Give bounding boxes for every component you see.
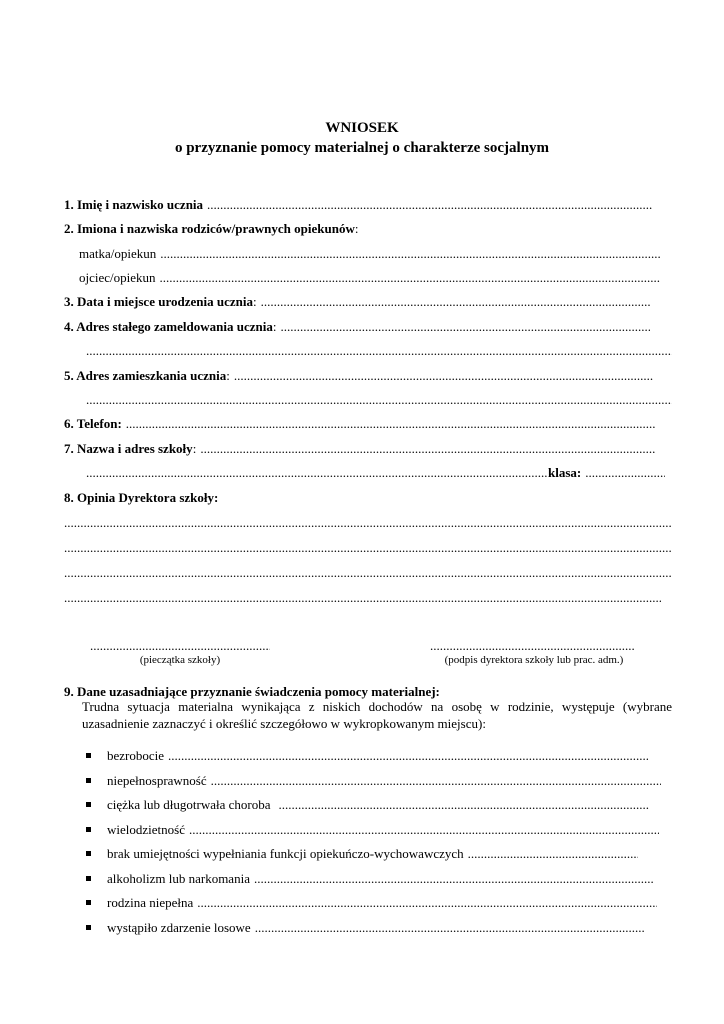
field-phone	[64, 415, 672, 433]
reason-label: bezrobocie	[107, 748, 165, 763]
field-father-input[interactable]	[160, 269, 660, 287]
reason-label: wielodzietność	[107, 822, 185, 837]
reason-item-illness	[107, 796, 670, 814]
bullet-marker	[86, 827, 91, 832]
bullet-marker	[86, 802, 91, 807]
reason-item-incomplete-family	[107, 894, 670, 912]
reason-input[interactable]	[168, 747, 648, 765]
opinion-line-4	[64, 589, 661, 607]
field-registered-address-input-2[interactable]	[86, 342, 672, 360]
field-school-label: 7. Nazwa i adres szkoły	[64, 441, 193, 456]
reason-input[interactable]	[211, 772, 661, 790]
opinion-line-1	[64, 514, 672, 532]
field-school-line2	[86, 464, 672, 482]
field-registered-address-label: 4. Adres stałego zameldowania ucznia	[64, 319, 273, 334]
bullet-marker	[86, 753, 91, 758]
reason-item-unemployment	[107, 747, 670, 765]
field-registered-address	[64, 318, 672, 336]
director-signature-input[interactable]	[430, 637, 635, 655]
reason-label: rodzina niepełna	[107, 895, 194, 910]
school-stamp-line	[90, 637, 270, 655]
section9-heading-label: 9. Dane uzasadniające przyznanie świadczenia pomocy materialnej:	[64, 684, 440, 699]
bullet-marker	[86, 778, 91, 783]
field-student-name-input[interactable]	[207, 196, 652, 214]
reason-input[interactable]	[254, 870, 654, 888]
bullet-marker	[86, 876, 91, 881]
field-school-input-2[interactable]	[86, 464, 548, 482]
field-director-opinion-label: 8. Opinia Dyrektora szkoły:	[64, 490, 219, 505]
field-residence-address-input[interactable]	[234, 367, 654, 385]
field-registered-address-colon: :	[272, 319, 277, 334]
school-stamp-caption: (pieczątka szkoły)	[139, 654, 221, 666]
field-birth	[64, 293, 672, 311]
reason-label: niepełnosprawność	[107, 773, 207, 788]
field-mother	[79, 245, 669, 263]
reason-item-disability	[107, 772, 670, 790]
section9-intro: Trudna sytuacja materialna wynikająca z niskich dochodów na osobę w rodzinie, występuje (wybrane uzasadnienie zaznaczyć i określić szczegółowo w wykropkowanym miejscu):	[82, 699, 672, 731]
bullet-marker	[86, 925, 91, 930]
field-mother-label: matka/opiekun	[79, 246, 157, 261]
field-parents-heading	[64, 220, 672, 238]
field-birth-input[interactable]	[261, 293, 651, 311]
opinion-input-2[interactable]	[64, 539, 672, 557]
reason-item-random-event	[107, 919, 670, 937]
field-residence-address-line2	[86, 391, 672, 409]
form-title: WNIOSEK	[325, 120, 399, 136]
opinion-line-2	[64, 539, 672, 557]
field-phone-input[interactable]	[126, 415, 656, 433]
field-school-colon: :	[192, 441, 197, 456]
field-father-label: ojciec/opiekun	[79, 270, 156, 285]
field-student-name	[64, 196, 672, 214]
reason-input[interactable]	[279, 796, 649, 814]
field-residence-address-colon: :	[226, 368, 230, 383]
field-parents-colon: :	[354, 221, 359, 236]
reason-label: ciężka lub długotrwała choroba	[107, 797, 271, 812]
reason-input[interactable]	[197, 894, 657, 912]
opinion-input-4[interactable]	[64, 589, 661, 607]
field-mother-input[interactable]	[160, 245, 660, 263]
opinion-line-3	[64, 564, 672, 582]
reason-label: wystąpiło zdarzenie losowe	[107, 920, 251, 935]
reason-label: alkoholizm lub narkomania	[107, 871, 250, 886]
reason-input[interactable]	[189, 821, 659, 839]
field-phone-label: 6. Telefon:	[64, 416, 122, 431]
field-birth-colon: :	[252, 294, 257, 309]
reason-input[interactable]	[255, 919, 645, 937]
field-student-name-label: 1. Imię i nazwisko ucznia	[64, 197, 204, 212]
reason-item-addiction	[107, 870, 670, 888]
field-residence-address-label: 5. Adres zamieszkania ucznia	[64, 368, 227, 383]
field-director-opinion	[64, 489, 672, 507]
opinion-input-3[interactable]	[64, 564, 672, 582]
field-registered-address-input[interactable]	[280, 318, 650, 336]
field-parents-label: 2. Imiona i nazwiska rodziców/prawnych opiekunów	[64, 221, 355, 236]
school-stamp-input[interactable]	[90, 637, 270, 655]
bullet-marker	[86, 851, 91, 856]
field-school-input[interactable]	[200, 440, 655, 458]
reason-item-large-family	[107, 821, 670, 839]
field-residence-address	[64, 367, 672, 385]
form-subtitle: o przyznanie pomocy materialnej o charakterze socjalnym	[174, 140, 550, 156]
field-class-label: klasa:	[548, 465, 582, 480]
reason-item-care-functions	[107, 845, 670, 863]
field-registered-address-line2	[86, 342, 672, 360]
field-father	[79, 269, 669, 287]
bullet-marker	[86, 900, 91, 905]
field-residence-address-input-2[interactable]	[86, 391, 672, 409]
reason-input[interactable]	[468, 845, 638, 863]
field-class-input[interactable]	[585, 464, 665, 482]
reason-label: brak umiejętności wypełniania funkcji opiekuńczo-wychowawczych	[107, 846, 464, 861]
opinion-input-1[interactable]	[64, 514, 672, 532]
field-school	[64, 440, 672, 458]
director-signature-line	[430, 637, 635, 655]
field-birth-label: 3. Data i miejsce urodzenia ucznia	[64, 294, 253, 309]
director-signature-caption: (podpis dyrektora szkoły lub prac. adm.)	[444, 654, 624, 666]
